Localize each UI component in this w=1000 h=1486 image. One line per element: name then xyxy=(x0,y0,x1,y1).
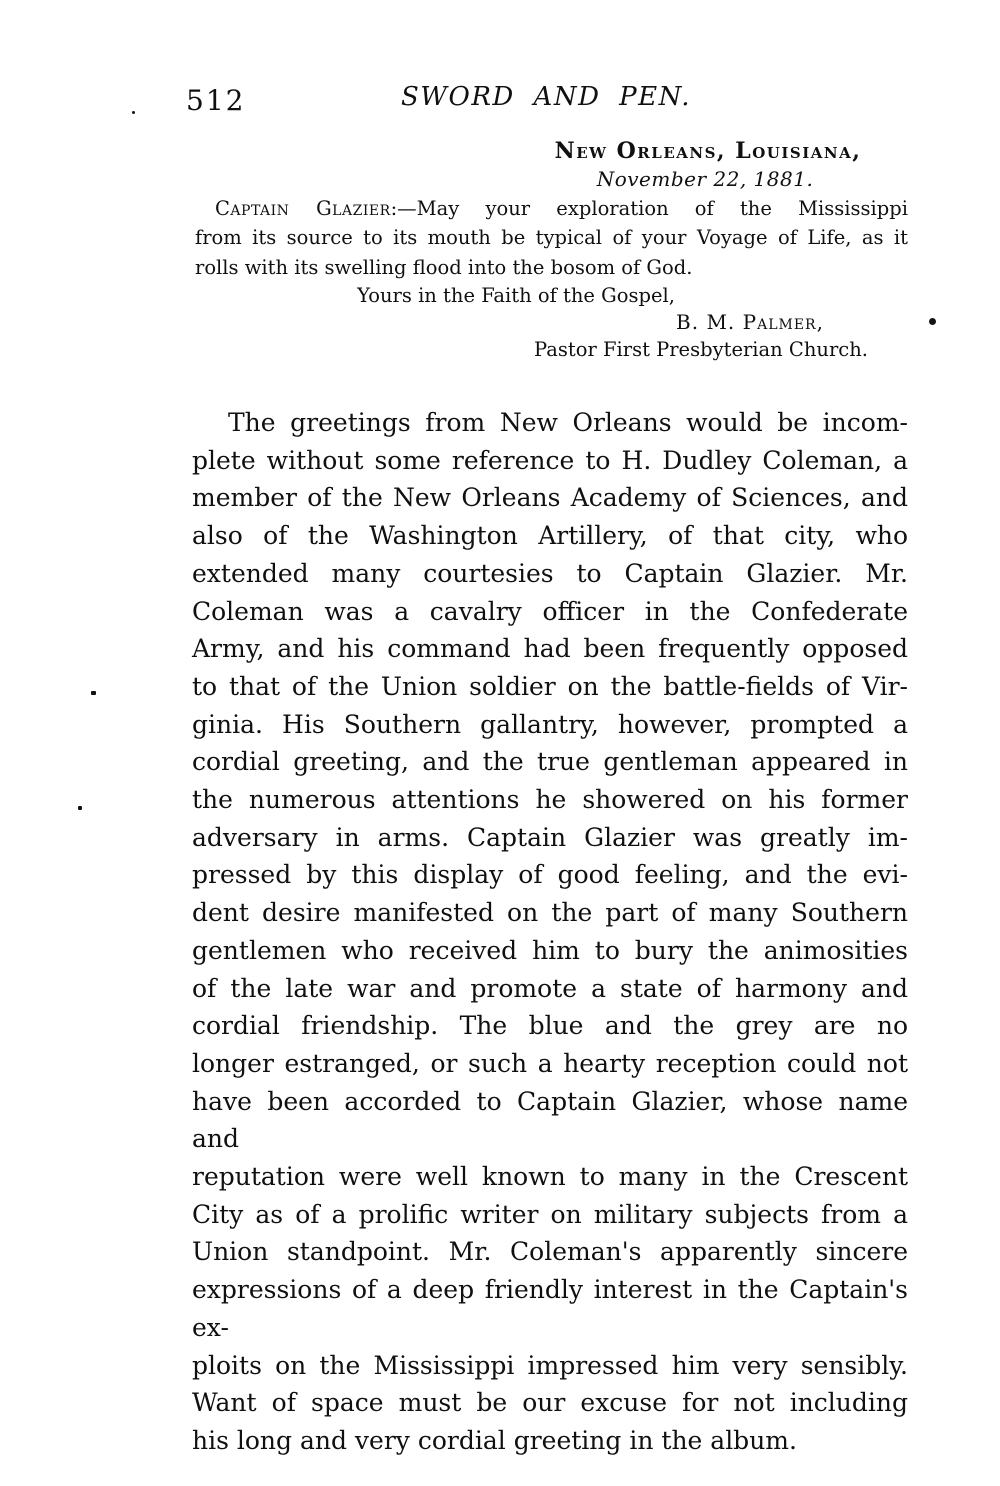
scan-speck xyxy=(929,318,936,325)
letter-valediction: Yours in the Faith of the Gospel, xyxy=(357,284,675,307)
paragraph-line: cordial friendship. The blue and the grey are no xyxy=(192,1011,908,1041)
letter-date: November 22, 1881. xyxy=(596,167,814,191)
paragraph-line: expressions of a deep friendly interest in the Captain's ex- xyxy=(192,1275,908,1342)
letter-line: rolls with its swelling flood into the bosom of God. xyxy=(195,255,693,279)
paragraph-line: have been accorded to Captain Glazier, whose name and xyxy=(192,1086,908,1154)
paragraph-line: the numerous attentions he showered on his former xyxy=(192,785,908,815)
page-number: 512 xyxy=(186,84,246,117)
paragraph-line: dent desire manifested on the part of many Southern xyxy=(192,898,908,928)
paragraph-line: reputation were well known to many in the Crescent xyxy=(192,1162,908,1192)
scan-speck xyxy=(132,111,135,114)
letter-salutation-rest: :—May your exploration of the Mississippi xyxy=(390,197,908,220)
paragraph-line: longer estranged, or such a hearty reception could not xyxy=(192,1048,908,1078)
paragraph-line: The greetings from New Orleans would be incom- xyxy=(228,408,908,437)
paragraph-line: Union standpoint. Mr. Coleman's apparently sincere xyxy=(192,1237,908,1267)
letter-line: from its source to its mouth be typical of your Voyage of Life, as it xyxy=(195,226,908,250)
letter-body xyxy=(195,194,908,282)
paragraph-line: gentlemen who received him to bury the animosities xyxy=(192,935,908,965)
letter-place: New Orleans, Louisiana, xyxy=(554,138,862,164)
scan-speck xyxy=(91,691,96,695)
paragraph-line: adversary in arms. Captain Glazier was greatly im- xyxy=(192,822,908,852)
paragraph-line: pressed by this display of good feeling, and the evi- xyxy=(192,860,908,890)
paragraph-line: City as of a prolific writer on military subjects from a xyxy=(192,1199,908,1229)
paragraph-line: Army, and his command had been frequently opposed xyxy=(192,634,908,664)
letter-salutation: Captain Glazier xyxy=(215,197,391,220)
paragraph-line: to that of the Union soldier on the battle-fields of Vir- xyxy=(192,671,908,701)
paragraph-line: cordial greeting, and the true gentleman appeared in xyxy=(192,747,908,777)
letter-signature: B. M. Palmer, xyxy=(676,310,824,334)
paragraph-line: ploits on the Mississippi impressed him very sensibly. xyxy=(192,1350,908,1380)
letter-signature-title: Pastor First Presbyterian Church. xyxy=(534,338,868,361)
paragraph-line: also of the Washington Artillery, of that city, who xyxy=(192,521,908,551)
paragraph-line: Want of space must be our excuse for not including xyxy=(192,1388,908,1418)
paragraph-line: Coleman was a cavalry officer in the Confederate xyxy=(192,596,908,626)
paragraph-line: his long and very cordial greeting in the album. xyxy=(192,1425,797,1455)
paragraph-line: member of the New Orleans Academy of Sciences, and xyxy=(192,483,908,513)
paragraph-line: of the late war and promote a state of harmony and xyxy=(192,973,908,1003)
main-paragraph xyxy=(192,404,908,1460)
paragraph-line: ginia. His Southern gallantry, however, prompted a xyxy=(192,709,908,739)
running-title: SWORD AND PEN. xyxy=(401,82,691,112)
scan-speck xyxy=(78,806,82,810)
letter-line xyxy=(195,194,908,223)
paragraph-line: plete without some reference to H. Dudley Coleman, a xyxy=(192,445,908,475)
paragraph-line: extended many courtesies to Captain Glazier. Mr. xyxy=(192,558,908,588)
